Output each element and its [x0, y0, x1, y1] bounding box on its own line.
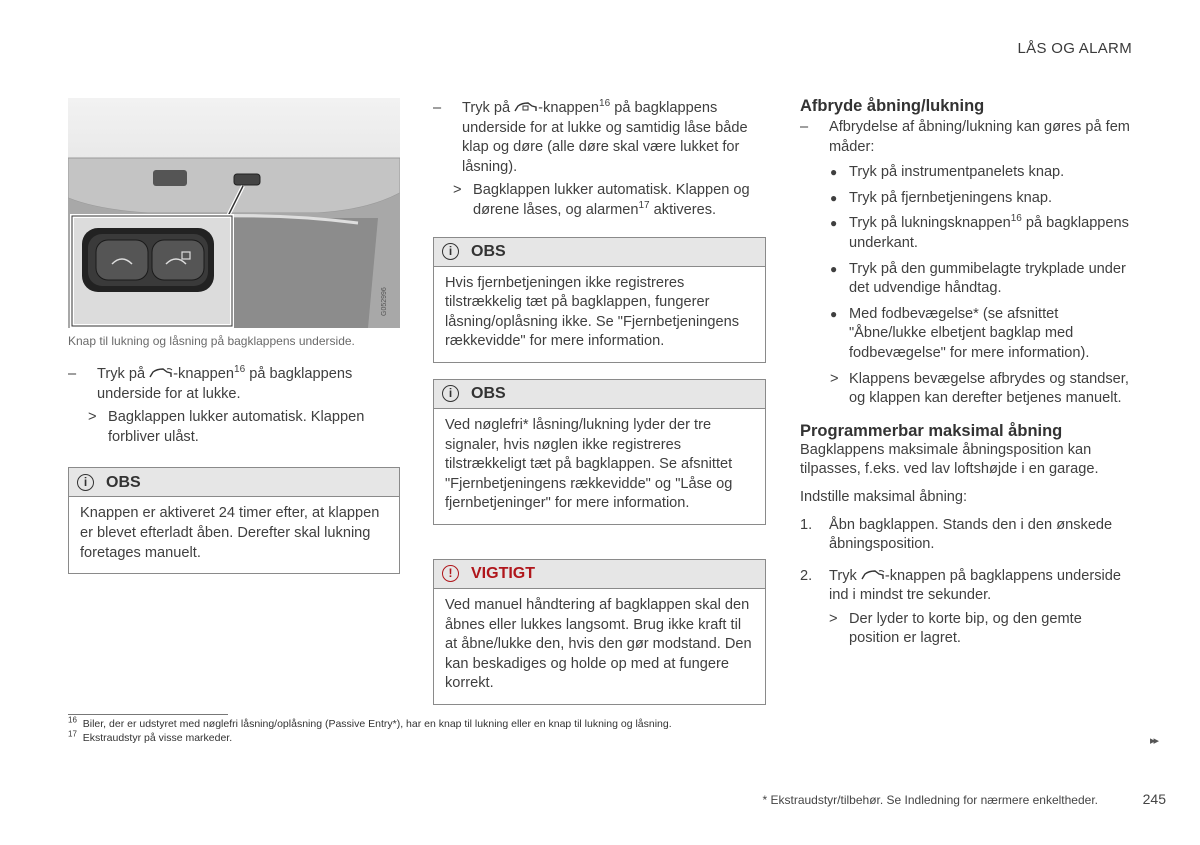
column-middle [433, 98, 766, 705]
continue-arrows-icon: ▸▸ [1150, 735, 1158, 747]
section-heading: Programmerbar maksimal åbning [800, 421, 1063, 440]
bullet-result: > Klappens bevægelse afbrydes og standser, og klappen kan derefter betjenes manuelt. [830, 370, 1129, 407]
close-tailgate-icon [861, 569, 885, 581]
note-body: Ved nøglefri* låsning/lukning lyder der tre signaler, hvis nøglen ikke registreres tilstrækkeligt tæt på bagklappen. Se afsnittet "Fjernbetjeningens rækkevidde" og "Låse og fjernbetjeninger" for mere information. [445, 416, 733, 512]
note-body: Knappen er aktiveret 24 timer efter, at klappen er blevet efterladt åben. Derefter skal lukning foretages manuelt. [80, 505, 380, 561]
paragraph: Bagklappens maksimale åbningsposition kan tilpasses, f.eks. ved lav loftshøjde i en garage. [800, 441, 1099, 478]
note-title: OBS [471, 242, 506, 260]
paragraph: Indstille maksimal åbning: [800, 488, 968, 505]
list-item: – Tryk på -knappen$^{16}$ på bagklappens underside for at lukke. [68, 364, 353, 402]
page-number: 245 [1142, 791, 1166, 807]
bullet-item: ● Tryk på fjernbetjeningens knap. [830, 189, 1053, 206]
list-item-result: > Bagklappen lukker automatisk. Klappen forbliver ulåst. [88, 409, 365, 445]
bullet-item: ● Tryk på lukningsknappen$^{16}$ på bagklappens underkant. [830, 213, 1129, 251]
step-result: > Der lyder to korte bip, og den gemte position er lagret. [829, 610, 1082, 647]
footer-note: * Ekstraudstyr/tilbehør. Se Indledning for nærmere enkeltheder. [762, 793, 1098, 807]
section-heading: Afbryde åbning/lukning [800, 97, 985, 115]
note-body: Hvis fjernbetjeningen ikke registreres tilstrækkelig tæt på bagklappen, fungerer låsning/oplåsning ikke. Se "Fjernbetjeningens rækkevidde" for mere information. [445, 274, 739, 350]
obs-note [68, 467, 400, 574]
step-item: 1. Åbn bagklappen. Stands den i den ønskede åbningsposition. [800, 516, 1113, 553]
figure-caption: Knap til lukning og låsning på bagklappens underside. [68, 334, 355, 348]
warning-body: Ved manuel håndtering af bagklappen skal den åbnes eller lukkes langsomt. Brug ikke kraft til at åbne/lukke den, hvis den gør modstand. Den kan beskadiges og holde op med at fungere korrekt. [445, 596, 752, 692]
warning-note [433, 559, 766, 705]
warning-icon: ! [442, 565, 459, 582]
footnote: $^{16}$ Biler, der er udstyret med nøglefri låsning/oplåsning (Passive Entry*), har en knap til lukning eller en knap til lukning og låsning. [68, 715, 672, 730]
column-right [800, 96, 1132, 649]
info-icon: i [442, 385, 459, 402]
info-icon: i [442, 243, 459, 260]
page-header: LÅS OG ALARM [1017, 40, 1132, 57]
tailgate-illustration [68, 98, 400, 328]
figure-code: G052996 [381, 287, 388, 316]
footnote: $^{17}$ Ekstraudstyr på visse markeder. [68, 729, 233, 744]
footnote-divider [68, 714, 228, 715]
list-item: – Tryk på -knappen$^{16}$ på bagklappens underside for at lukke og samtidig låse både klap og døre (alle døre skal være lukket for låsning). [433, 98, 748, 175]
obs-note [433, 379, 766, 525]
column-left [68, 98, 400, 574]
note-title: OBS [106, 473, 141, 491]
bullet-item: ● Tryk på den gummibelagte trykplade under det udvendige håndtag. [830, 260, 1126, 297]
note-title: OBS [471, 385, 506, 403]
info-icon: i [77, 474, 94, 491]
warning-title: VIGTIGT [471, 565, 535, 583]
close-and-lock-icon [514, 101, 538, 113]
list-item-result: > Bagklappen lukker automatisk. Klappen og dørene låses, og alarmen$^{17}$ aktiveres. [453, 182, 750, 218]
close-tailgate-icon [149, 367, 173, 379]
bullet-item: ● Med fodbevægelse* (se afsnittet "Åbne/lukke elbetjent bagklap med fodbevægelse" for mere information). [830, 305, 1090, 361]
step-item: 2. Tryk -knappen på bagklappens underside ind i mindst tre sekunder. [800, 567, 1122, 604]
list-item: – Afbrydelse af åbning/lukning kan gøres på fem måder: [800, 119, 1130, 155]
obs-note [433, 237, 766, 363]
bullet-item: ● Tryk på instrumentpanelets knap. [830, 164, 1065, 181]
tailgate-figure [68, 98, 400, 328]
